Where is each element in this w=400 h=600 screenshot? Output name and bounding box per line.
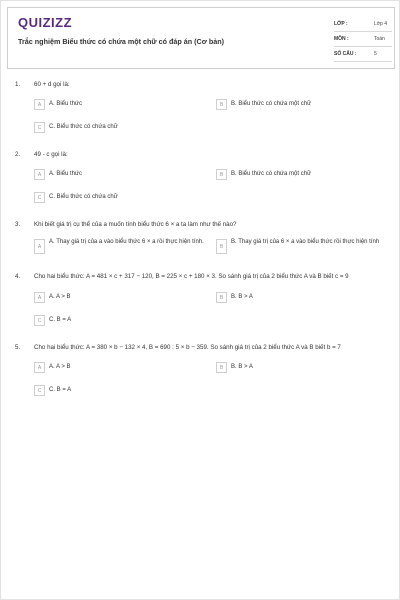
option-text: C. Biểu thức có chứa chữ	[49, 194, 118, 200]
question-number: 5.	[15, 344, 21, 351]
meta-subject-key: MÔN :	[334, 36, 349, 42]
q2-option-b[interactable]	[216, 169, 311, 180]
option-letter-box: A	[34, 292, 45, 303]
option-letter-box: A	[34, 362, 45, 373]
question-text: 49 - c gọi là:	[34, 151, 68, 158]
meta-count	[334, 47, 392, 62]
option-text: A. Biểu thức	[49, 171, 83, 177]
meta-class-key: LỚP :	[334, 21, 348, 27]
worksheet-title: Trắc nghiệm Biểu thức có chứa một chữ có đáp án (Cơ bản)	[18, 37, 225, 46]
q5-option-c[interactable]	[34, 385, 71, 396]
question-number: 1.	[15, 81, 21, 88]
q4-option-a[interactable]	[34, 292, 71, 303]
q4-option-c[interactable]	[34, 315, 71, 326]
question-text: Khi biết giá trị cụ thể của a muốn tính biểu thức 6 × a ta làm như thế nào?	[34, 221, 237, 228]
q3-option-a[interactable]	[34, 239, 204, 254]
question-text: 60 + d gọi là:	[34, 81, 70, 88]
meta-subject	[334, 32, 392, 47]
question-number: 3.	[15, 221, 21, 228]
meta-class-value: Lớp 4	[374, 21, 388, 27]
option-letter-box: B	[216, 362, 227, 373]
option-letter-box: B	[216, 99, 227, 110]
q1-option-a[interactable]	[34, 99, 82, 110]
option-text: A. Biểu thức	[49, 101, 83, 107]
option-letter-box: B	[216, 239, 227, 254]
meta-class	[334, 17, 392, 32]
q1-option-b[interactable]	[216, 99, 311, 110]
option-letter-box: C	[34, 385, 45, 396]
meta-count-key: SỐ CÂU :	[334, 51, 357, 57]
question-number: 4.	[15, 273, 21, 280]
q1-option-c[interactable]	[34, 122, 118, 133]
q5-option-b[interactable]	[216, 362, 253, 373]
meta-count-value: 5	[374, 51, 377, 57]
option-text: A. A > B	[49, 294, 71, 300]
option-text: C. Biểu thức có chứa chữ	[49, 124, 118, 130]
q2-option-a[interactable]	[34, 169, 82, 180]
option-text: A. Thay giá trị của a vào biểu thức 6 × a rồi thực hiện tính.	[49, 239, 204, 245]
option-letter-box: C	[34, 192, 45, 203]
worksheet-header	[7, 7, 395, 69]
option-letter-box: A	[34, 239, 45, 254]
option-text: B. Thay giá trị của 6 × a vào biểu thức rồi thực hiện tính	[231, 239, 380, 245]
option-text: A. A > B	[49, 364, 71, 370]
worksheet-meta	[334, 17, 392, 62]
option-text: C. B = A	[49, 387, 72, 393]
meta-subject-value: Toán	[374, 36, 385, 42]
option-text: B. B > A	[231, 364, 253, 370]
option-letter-box: B	[216, 292, 227, 303]
question-text: Cho hai biểu thức: A = 380 × b − 132 × 4, B = 690 : 5 × b − 359. So sánh giá trị của 2 biểu thức A và B biết b = 7	[34, 344, 341, 351]
option-letter-box: C	[34, 122, 45, 133]
option-text: B. Biểu thức có chứa một chữ	[231, 101, 312, 107]
option-letter-box: A	[34, 99, 45, 110]
question-text: Cho hai biểu thức: A = 481 × c + 317 − 120, B = 225 × c + 180 × 3. So sánh giá trị của 2 biểu thức A và B biết c = 9	[34, 273, 349, 280]
option-letter-box: C	[34, 315, 45, 326]
option-letter-box: B	[216, 169, 227, 180]
question-number: 2.	[15, 151, 21, 158]
q4-option-b[interactable]	[216, 292, 253, 303]
q5-option-a[interactable]	[34, 362, 71, 373]
option-text: B. B > A	[231, 294, 253, 300]
q2-option-c[interactable]	[34, 192, 118, 203]
option-text: B. Biểu thức có chứa một chữ	[231, 171, 312, 177]
option-text: C. B = A	[49, 317, 72, 323]
q3-option-b[interactable]	[216, 239, 391, 254]
option-letter-box: A	[34, 169, 45, 180]
quizizz-logo: QUIZIZZ	[18, 15, 73, 30]
